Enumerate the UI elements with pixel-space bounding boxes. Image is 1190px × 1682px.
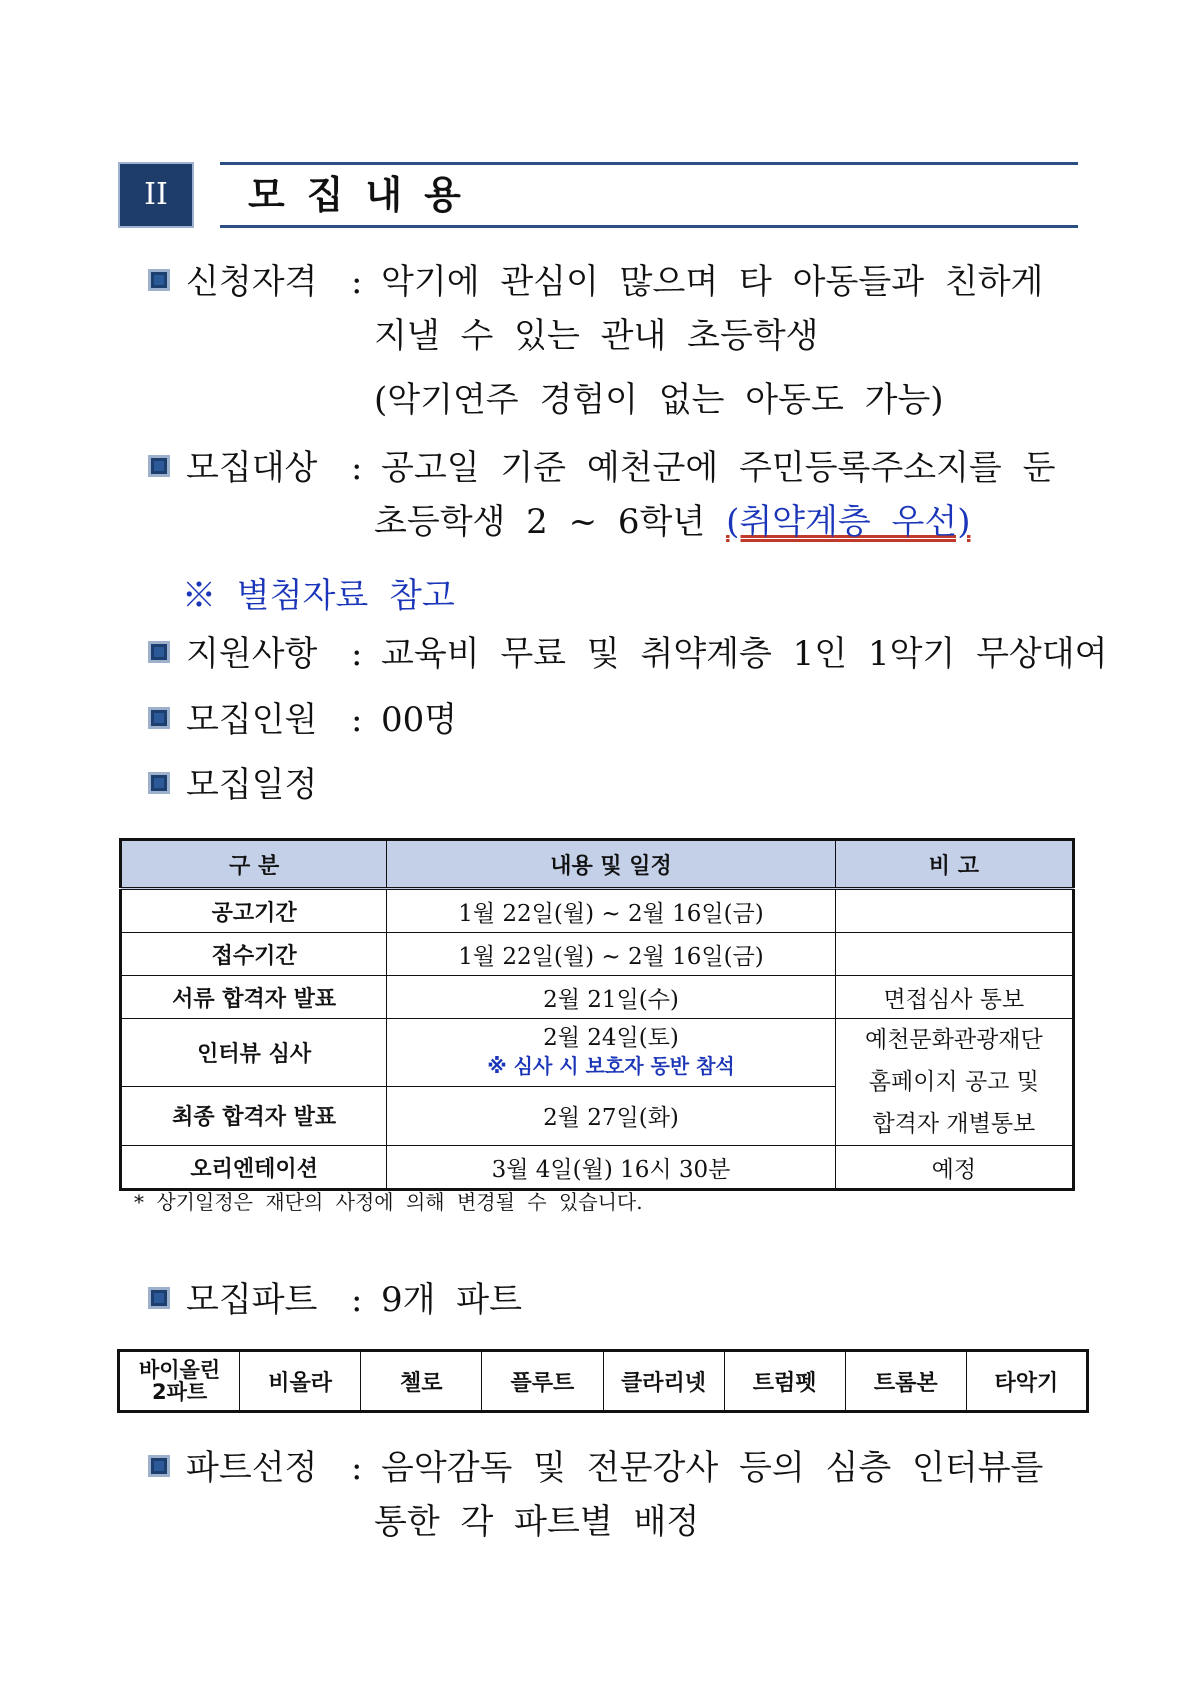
target-line2: 초등학생 2 ~ 6학년 [374, 502, 706, 542]
table-header-row [121, 840, 1074, 889]
square-bullet-icon [148, 1287, 170, 1309]
eligibility-line1: 악기에 관심이 많으며 타 아동들과 친하게 [381, 262, 1044, 302]
row-category: 인터뷰 심사 [121, 1019, 387, 1087]
section-number: II [118, 162, 194, 228]
remarks-line3: 합격자 개별통보 [872, 1111, 1036, 1137]
part-cell: 비올라 [240, 1351, 361, 1412]
target-line2-wrap [374, 502, 970, 542]
parts-label: 모집파트 [186, 1280, 318, 1320]
square-bullet-icon [148, 455, 170, 477]
support-row [148, 634, 1107, 674]
parts-table [117, 1349, 1089, 1413]
colon: : [351, 1448, 363, 1488]
colon: : [351, 1280, 363, 1320]
reference-note: ※ 별첨자료 참고 [182, 576, 455, 616]
row-remarks [835, 889, 1073, 933]
square-bullet-icon [148, 641, 170, 663]
row-remarks: 면접심사 통보 [835, 976, 1073, 1019]
colon: : [351, 700, 363, 740]
square-bullet-icon [148, 269, 170, 291]
guardian-note: ※ 심사 시 보호자 동반 참석 [487, 1054, 735, 1079]
part-cell [119, 1351, 240, 1412]
parts-table-row [119, 1351, 1088, 1412]
support-value: 교육비 무료 및 취약계층 1인 1악기 무상대여 [381, 634, 1108, 674]
row-category: 접수기간 [121, 933, 387, 976]
table-row [121, 933, 1074, 976]
table-row [121, 1146, 1074, 1190]
part-cell: 클라리넷 [603, 1351, 724, 1412]
row-category: 최종 합격자 발표 [121, 1086, 387, 1145]
row-content: 1월 22일(월) ~ 2월 16일(금) [387, 933, 835, 976]
remarks-line2: 홈페이지 공고 및 [868, 1069, 1039, 1095]
selection-line2: 통한 각 파트별 배정 [374, 1502, 700, 1542]
part-name-sub: 2파트 [151, 1380, 208, 1404]
parts-value: 9개 파트 [381, 1280, 522, 1320]
header-remarks: 비 고 [835, 840, 1073, 889]
header-top-rule [220, 162, 1078, 165]
schedule-table [119, 838, 1075, 1191]
row-content: 1월 22일(월) ~ 2월 16일(금) [387, 889, 835, 933]
row-content-cell [387, 1019, 835, 1087]
merged-remarks [835, 1019, 1073, 1146]
target-label: 모집대상 [186, 448, 318, 488]
schedule-footnote: * 상기일정은 재단의 사정에 의해 변경될 수 있습니다. [134, 1190, 643, 1214]
part-cell: 첼로 [361, 1351, 482, 1412]
selection-line1: 음악감독 및 전문강사 등의 심층 인터뷰를 [381, 1448, 1044, 1488]
table-row [121, 1019, 1074, 1087]
selection-label: 파트선정 [186, 1448, 318, 1488]
eligibility-line2: 지낼 수 있는 관내 초등학생 [374, 316, 819, 356]
remarks-line1: 예천문화관광재단 [864, 1027, 1043, 1053]
part-cell: 플루트 [482, 1351, 603, 1412]
schedule-row [148, 765, 351, 805]
headcount-label: 모집인원 [186, 700, 318, 740]
part-cell: 트럼펫 [724, 1351, 845, 1412]
row-remarks: 예정 [835, 1146, 1073, 1190]
header-content: 내용 및 일정 [387, 840, 835, 889]
colon: : [351, 262, 363, 302]
eligibility-line3: (악기연주 경험이 없는 아동도 가능) [374, 380, 944, 420]
section-header [118, 162, 1078, 232]
row-category: 오리엔테이션 [121, 1146, 387, 1190]
row-content: 2월 24일(토) [543, 1025, 679, 1052]
support-label: 지원사항 [186, 634, 318, 674]
headcount-row [148, 700, 457, 740]
header-category: 구 분 [121, 840, 387, 889]
square-bullet-icon [148, 707, 170, 729]
row-content: 2월 27일(화) [387, 1086, 835, 1145]
headcount-value: 00명 [381, 700, 458, 740]
row-content: 3월 4일(월) 16시 30분 [387, 1146, 835, 1190]
part-cell: 타악기 [966, 1351, 1087, 1412]
target-line1: 공고일 기준 예천군에 주민등록주소지를 둔 [381, 448, 1056, 488]
part-name: 바이올린 [138, 1358, 221, 1382]
colon: : [351, 634, 363, 674]
priority-note: (취약계층 우선) [726, 502, 971, 542]
parts-row [148, 1280, 522, 1320]
row-category: 공고기간 [121, 889, 387, 933]
square-bullet-icon [148, 1455, 170, 1477]
schedule-label: 모집일정 [186, 765, 318, 805]
section-title: 모집내용 [248, 173, 483, 217]
header-bottom-rule [220, 225, 1078, 228]
table-row [121, 976, 1074, 1019]
row-remarks [835, 933, 1073, 976]
part-cell: 트롬본 [845, 1351, 966, 1412]
row-content: 2월 21일(수) [387, 976, 835, 1019]
eligibility-row [148, 262, 1043, 302]
selection-row [148, 1448, 1043, 1488]
eligibility-label: 신청자격 [186, 262, 318, 302]
colon: : [351, 448, 363, 488]
table-row [121, 889, 1074, 933]
row-category: 서류 합격자 발표 [121, 976, 387, 1019]
square-bullet-icon [148, 772, 170, 794]
target-row [148, 448, 1055, 488]
